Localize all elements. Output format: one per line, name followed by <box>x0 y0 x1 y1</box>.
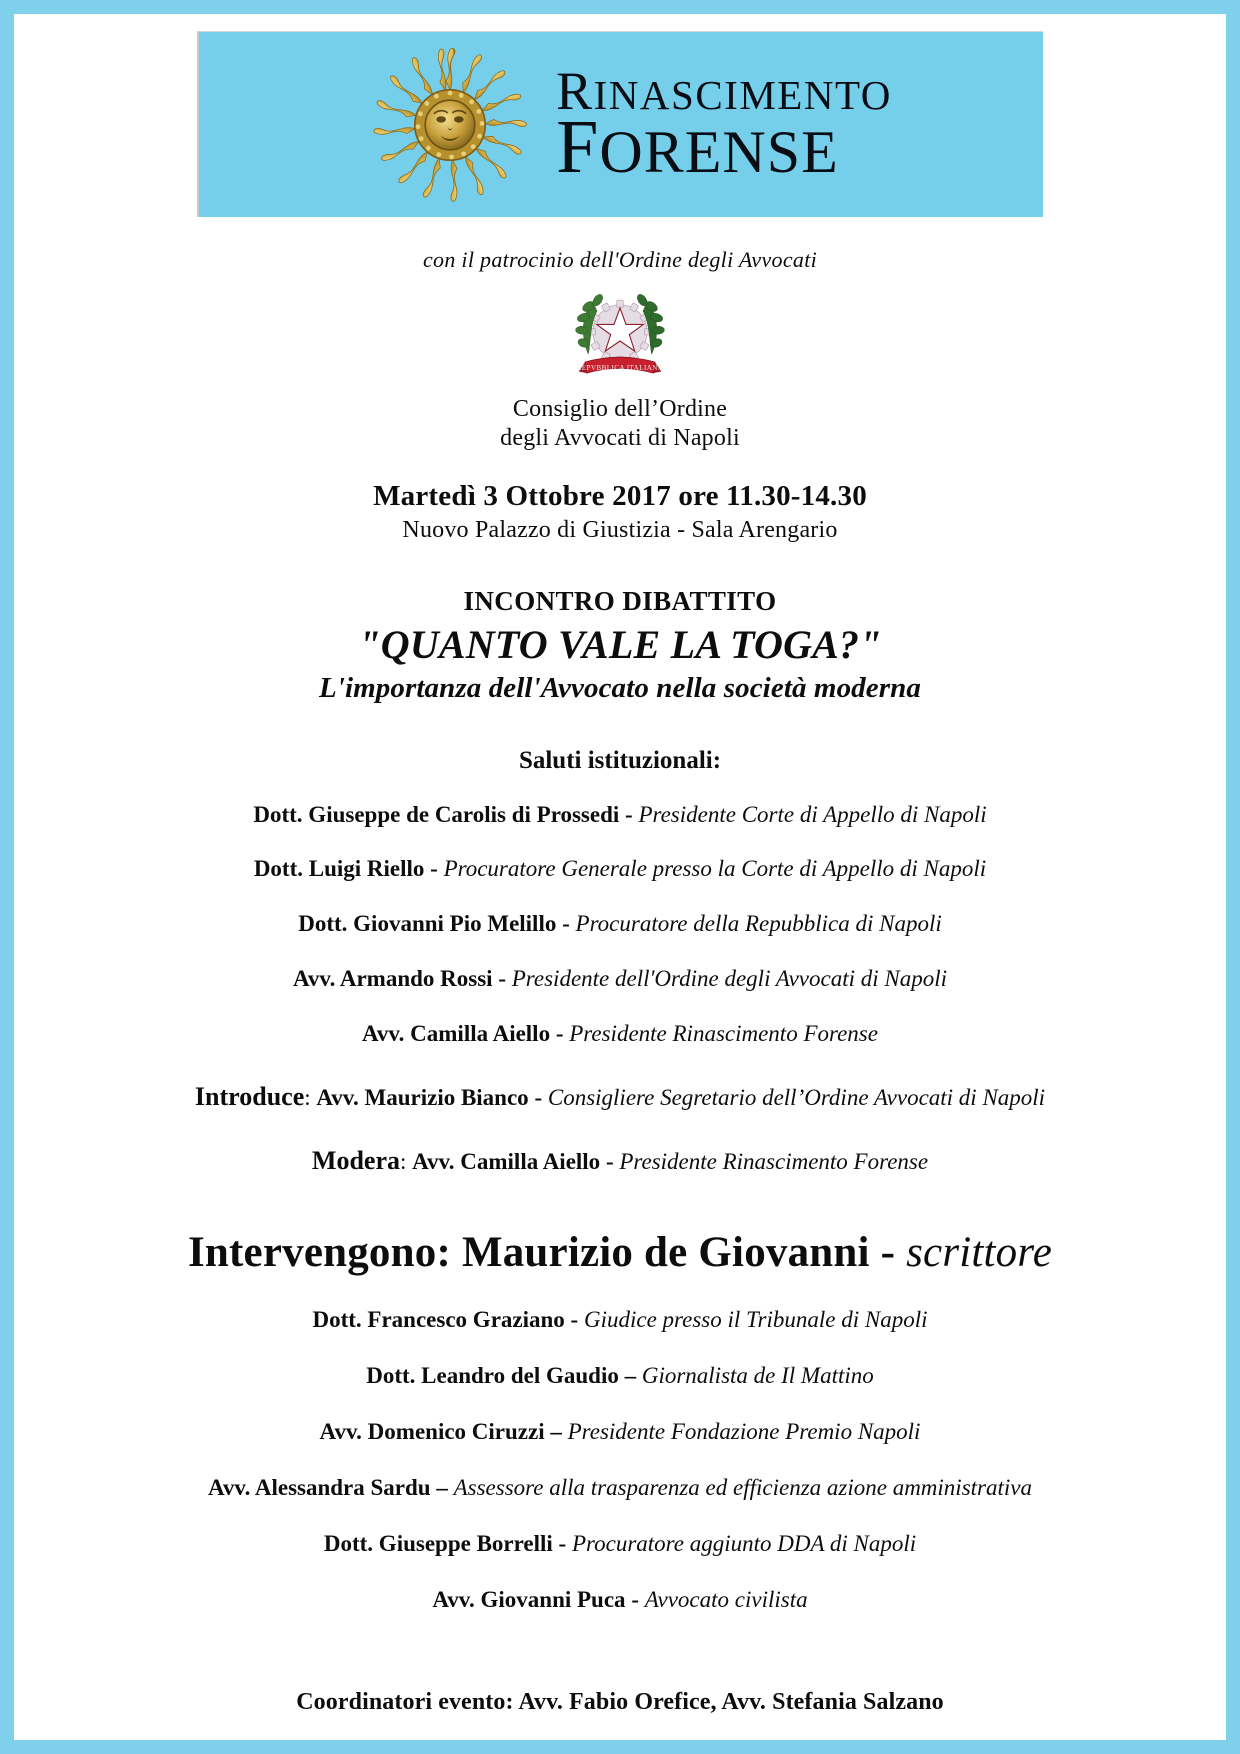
panel-guest-name: Maurizio de Giovanni <box>461 1229 870 1277</box>
modera-label: Modera <box>311 1146 400 1176</box>
event-kicker: INCONTRO DIBATTITO <box>463 585 777 616</box>
modera-row <box>62 1146 1178 1176</box>
greeting-speaker-row <box>62 855 1178 884</box>
speaker-role: Presidente Rinascimento Forense <box>569 1020 878 1046</box>
panelist-separator: – <box>544 1419 568 1445</box>
panel-heading-label: Intervengono <box>187 1229 437 1277</box>
panelist-name: Avv. Domenico Ciruzzi <box>319 1419 545 1445</box>
event-title: "QUANTO VALE LA TOGA?" <box>358 621 882 667</box>
speaker-name: Avv. Armando Rossi <box>293 965 493 991</box>
italian-republic-emblem-icon <box>564 289 676 389</box>
patronage-text: con il patrocinio dell'Ordine degli Avvocati <box>422 247 818 272</box>
greeting-speaker-row <box>62 965 1178 994</box>
speaker-separator: - <box>424 856 444 882</box>
council-name <box>62 395 1178 454</box>
speaker-role: Procuratore Generale presso la Corte di Appello di Napoli <box>443 856 987 882</box>
panelist-row <box>62 1307 1178 1333</box>
poster-content <box>14 14 1226 1740</box>
brand-line-rinascimento: RINASCIMENTO <box>556 61 892 122</box>
panelist-role: Avvocato civilista <box>644 1587 808 1613</box>
panelist-role: Assessore alla trasparenza ed efficienza azione amministrativa <box>453 1475 1032 1501</box>
introduce-role: Consigliere Segretario dell’Ordine Avvocati di Napoli <box>547 1085 1046 1111</box>
panelist-row <box>62 1419 1178 1445</box>
introduce-name: Avv. Maurizio Bianco <box>316 1085 529 1111</box>
panelist-name: Dott. Leandro del Gaudio <box>366 1363 619 1389</box>
council-name-line1: Consiglio dell’Ordine <box>512 396 728 422</box>
speaker-role: Presidente Corte di Appello di Napoli <box>638 801 987 827</box>
event-venue: Nuovo Palazzo di Giustizia - Sala Arengario <box>402 516 838 543</box>
panelist-name: Dott. Francesco Graziano <box>312 1307 565 1333</box>
speaker-separator: - <box>492 965 512 991</box>
panel-guest-role: scrittore <box>906 1229 1053 1277</box>
panelist-row <box>62 1531 1178 1557</box>
brand-line-forense: FORENSE <box>556 105 839 190</box>
modera-role: Presidente Rinascimento Forense <box>619 1149 929 1175</box>
panelist-role: Giornalista de Il Mattino <box>641 1363 874 1389</box>
speaker-name: Dott. Luigi Riello <box>253 856 425 882</box>
panelist-separator: - <box>552 1531 572 1557</box>
sun-logo-icon <box>370 45 530 205</box>
introduce-label-suffix: : <box>304 1085 317 1111</box>
panelist-row <box>62 1363 1178 1389</box>
speaker-separator: - <box>556 911 576 937</box>
speaker-name: Avv. Camilla Aiello <box>362 1020 551 1046</box>
panelist-separator: – <box>618 1363 642 1389</box>
council-name-line2: degli Avvocati di Napoli <box>500 425 740 452</box>
header-banner <box>197 31 1043 217</box>
panelist-separator: - <box>564 1307 584 1333</box>
panelist-name: Dott. Giuseppe Borrelli <box>323 1531 553 1557</box>
greeting-speaker-row <box>62 1020 1178 1049</box>
panelist-row <box>62 1587 1178 1613</box>
speaker-role: Presidente dell'Ordine degli Avvocati di Napoli <box>511 965 947 991</box>
emblem-container <box>62 289 1178 389</box>
panelist-separator: - <box>625 1587 645 1613</box>
speaker-name: Dott. Giuseppe de Carolis di Prossedi <box>253 801 620 827</box>
speaker-separator: - <box>550 1020 570 1046</box>
modera-label-suffix: : <box>400 1149 413 1175</box>
panel-heading <box>62 1228 1178 1277</box>
panelist-row <box>62 1475 1178 1501</box>
header-banner-inner <box>370 45 892 205</box>
panel-guest-separator: - <box>869 1229 907 1277</box>
introduce-label: Introduce <box>194 1082 305 1112</box>
panelist-role: Giudice presso il Tribunale di Napoli <box>583 1307 928 1333</box>
greetings-heading: Saluti istituzionali: <box>518 746 722 774</box>
speaker-name: Dott. Giovanni Pio Melillo <box>298 911 557 937</box>
greeting-speaker-row <box>62 910 1178 939</box>
coordinators-line: Coordinatori evento: Avv. Fabio Orefice, Avv. Stefania Salzano <box>296 1689 944 1716</box>
modera-name: Avv. Camilla Aiello <box>412 1149 601 1175</box>
panelist-separator: – <box>430 1475 454 1501</box>
panel-heading-suffix: : <box>436 1229 462 1277</box>
panelist-role: Procuratore aggiunto DDA di Napoli <box>571 1531 917 1557</box>
emblem-ribbon-text: REPVBBLICA ITALIANA <box>576 363 664 372</box>
speaker-role: Procuratore della Repubblica di Napoli <box>575 911 942 937</box>
brand-wordmark <box>556 61 892 190</box>
greeting-speaker-row <box>62 801 1178 830</box>
introduce-separator: - <box>528 1085 548 1111</box>
event-subtitle: L'importanza dell'Avvocato nella società moderna <box>319 671 921 704</box>
event-datetime: Martedì 3 Ottobre 2017 ore 11.30-14.30 <box>373 479 867 512</box>
panelist-name: Avv. Alessandra Sardu <box>208 1475 431 1501</box>
panelist-name: Avv. Giovanni Puca <box>432 1587 626 1613</box>
modera-separator: - <box>600 1149 620 1175</box>
introduce-row <box>62 1082 1178 1112</box>
speaker-separator: - <box>619 801 639 827</box>
panelist-role: Presidente Fondazione Premio Napoli <box>567 1419 921 1445</box>
